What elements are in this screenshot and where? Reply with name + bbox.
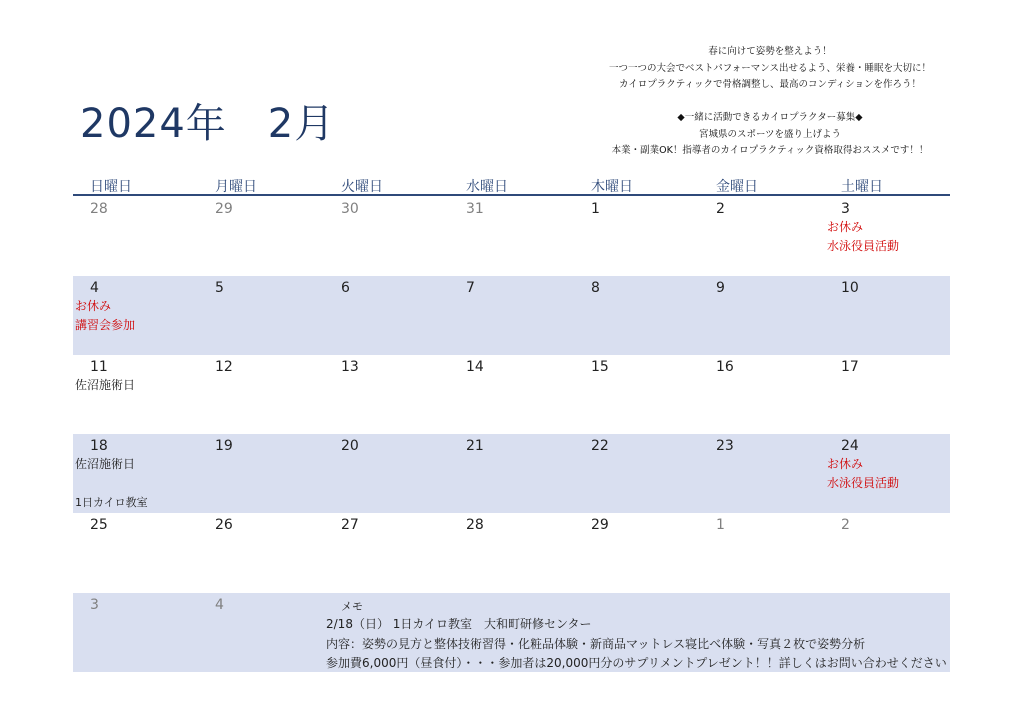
day-cell: 16 — [716, 359, 734, 375]
day-cell: 7 — [466, 280, 475, 296]
notice-block — [555, 44, 985, 160]
week-row — [73, 197, 950, 276]
day-cell: 13 — [341, 359, 359, 375]
day-cell: 26 — [215, 517, 233, 533]
notice-line: ◆一緒に活動できるカイロプラクター募集◆ — [677, 112, 863, 123]
week-row — [73, 434, 950, 513]
day-cell: 18 — [90, 438, 108, 454]
week-row — [73, 276, 950, 355]
weekday-mon: 月曜日 — [215, 179, 257, 195]
day-cell: 17 — [841, 359, 859, 375]
event-line: お休み — [827, 457, 864, 471]
day-cell: 1 — [591, 201, 600, 217]
day-cell: 27 — [341, 517, 359, 533]
notice-line: 一つ一つの大会でベストパフォーマンス出せるよう、栄養・睡眠を大切に！ — [608, 62, 932, 74]
memo-line: 2/18（日） 1日カイロ教室 大和町研修センター — [326, 617, 592, 631]
day-cell: 4 — [215, 597, 224, 613]
day-cell: 1 — [716, 517, 725, 533]
day-cell: 19 — [215, 438, 233, 454]
day-cell: 2 — [841, 517, 850, 533]
event-line: 水泳役員活動 — [827, 239, 900, 253]
event-note — [75, 493, 148, 512]
day-cell: 4 — [90, 280, 99, 296]
event-note — [75, 376, 135, 395]
weekday-thu: 木曜日 — [591, 179, 633, 195]
day-cell: 30 — [341, 201, 359, 217]
day-cell: 5 — [215, 280, 224, 296]
notice-line — [555, 94, 985, 111]
memo-label: メモ — [341, 600, 363, 613]
weekday-tue: 火曜日 — [341, 179, 383, 195]
event-line: お休み — [827, 220, 864, 234]
week-row — [73, 593, 950, 672]
event-line: 講習会参加 — [75, 318, 136, 332]
event-note — [827, 455, 899, 493]
weekday-fri: 金曜日 — [716, 179, 758, 195]
event-line: 佐沼施術日 — [75, 378, 136, 392]
day-cell: 31 — [466, 201, 484, 217]
event-note — [75, 297, 135, 335]
day-cell: 8 — [591, 280, 600, 296]
notice-line: 本業・副業OK！指導者のカイロプラクティック資格取得おススメです！！ — [611, 145, 929, 156]
day-cell: 9 — [716, 280, 725, 296]
weekday-header — [73, 174, 950, 196]
day-cell: 11 — [90, 359, 108, 375]
day-cell: 2 — [716, 201, 725, 217]
week-row — [73, 513, 950, 592]
notice-line: 春に向けて姿勢を整えよう！ — [708, 46, 832, 57]
day-cell: 10 — [841, 280, 859, 296]
day-cell: 14 — [466, 359, 484, 375]
day-cell: 22 — [591, 438, 609, 454]
weekday-sun: 日曜日 — [90, 179, 132, 195]
day-cell: 21 — [466, 438, 484, 454]
event-line: お休み — [75, 299, 112, 313]
weekday-wed: 水曜日 — [466, 179, 508, 195]
week-row — [73, 355, 950, 434]
page-title: 2024年 2月 — [80, 101, 336, 147]
day-cell: 29 — [215, 201, 233, 217]
memo-line: 内容：姿勢の見方と整体技術習得・化粧品体験・新商品マットレス寝比べ体験・写真２枚で姿勢分析 — [326, 637, 866, 651]
day-cell: 25 — [90, 517, 108, 533]
day-cell: 28 — [466, 517, 484, 533]
day-cell: 28 — [90, 201, 108, 217]
notice-line: カイロプラクティックで骨格調整し、最高のコンディションを作ろう！ — [618, 79, 921, 90]
event-line: 1日カイロ教室 — [75, 496, 148, 509]
memo-line: 参加費6,000円（昼食付）・・・参加者は20,000円分のサプリメントプレゼント！！詳しくはお問い合わせください — [326, 656, 947, 670]
day-cell: 29 — [591, 517, 609, 533]
day-cell: 3 — [90, 597, 99, 613]
day-cell: 6 — [341, 280, 350, 296]
day-cell: 23 — [716, 438, 734, 454]
weekday-sat: 土曜日 — [841, 179, 883, 195]
event-line: 水泳役員活動 — [827, 476, 900, 490]
event-line: 佐沼施術日 — [75, 457, 136, 471]
notice-line: 宮城県のスポーツを盛り上げよう — [698, 128, 842, 140]
day-cell: 24 — [841, 438, 859, 454]
day-cell: 15 — [591, 359, 609, 375]
day-cell: 3 — [841, 201, 850, 217]
event-note — [75, 455, 135, 474]
day-cell: 12 — [215, 359, 233, 375]
day-cell: 20 — [341, 438, 359, 454]
event-note — [827, 218, 899, 256]
